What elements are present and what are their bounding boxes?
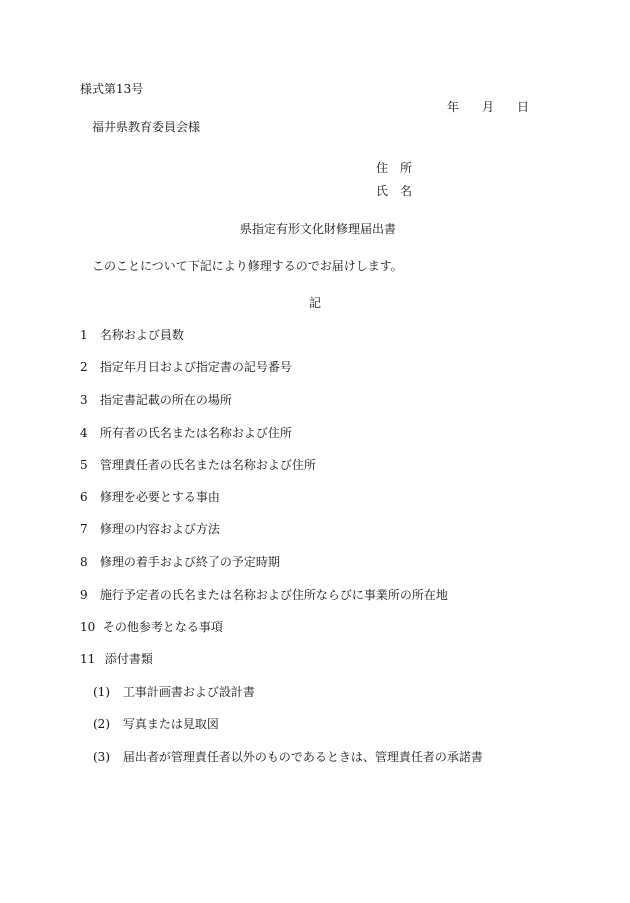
item-number: 8	[80, 555, 88, 569]
name-label: 氏 名	[376, 184, 413, 198]
item-text: 管理責任者の氏名または名称および住所	[99, 458, 316, 472]
attachment-text: 写真または見取図	[122, 717, 219, 731]
item-text: 修理の内容および方法	[99, 522, 220, 536]
intro-text: このことについて下記により修理するのでお届けします。	[92, 259, 403, 273]
attachment-text: 工事計画書および設計書	[122, 685, 255, 699]
list-item	[80, 522, 220, 536]
attachment-text: 届出者が管理責任者以外のものであるときは、管理責任者の承諾書	[122, 750, 483, 764]
item-number: 1	[80, 328, 88, 342]
date-year-label: 年	[447, 100, 460, 114]
list-item	[80, 360, 292, 374]
date-day-label: 日	[517, 100, 530, 114]
list-item	[93, 750, 483, 764]
recipient: 福井県教育委員会様	[92, 120, 201, 134]
list-item	[80, 490, 220, 504]
address-label: 住 所	[376, 161, 413, 175]
item-text: 所有者の氏名または名称および住所	[99, 426, 292, 440]
item-text: 添付書類	[104, 652, 153, 666]
item-text: 指定年月日および指定書の記号番号	[99, 360, 292, 374]
item-text: 施行予定者の氏名または名称および住所ならびに事業所の所在地	[99, 588, 448, 602]
list-item	[80, 426, 292, 440]
date-month-label: 月	[482, 100, 495, 114]
list-item	[93, 717, 219, 731]
list-item	[80, 588, 448, 602]
item-number: 11	[80, 652, 96, 666]
item-number: 9	[80, 588, 88, 602]
item-number: 5	[80, 458, 88, 472]
item-number: 3	[80, 393, 88, 407]
attachment-number: (3)	[93, 750, 110, 764]
item-text: その他参考となる事項	[102, 620, 223, 634]
ki-heading: 記	[309, 296, 322, 310]
list-item	[80, 458, 316, 472]
list-item	[80, 620, 223, 634]
item-number: 2	[80, 360, 88, 374]
attachment-number: (1)	[93, 685, 110, 699]
item-text: 修理の着手および終了の予定時期	[99, 555, 280, 569]
document-title: 県指定有形文化財修理届出書	[240, 222, 397, 236]
item-number: 6	[80, 490, 88, 504]
list-item	[93, 685, 255, 699]
list-item	[80, 652, 153, 666]
item-text: 指定書記載の所在の場所	[99, 393, 232, 407]
form-number: 様式第13号	[80, 82, 144, 96]
item-number: 7	[80, 522, 88, 536]
list-item	[80, 555, 280, 569]
item-text: 修理を必要とする事由	[99, 490, 220, 504]
item-text: 名称および員数	[99, 328, 184, 342]
item-number: 10	[80, 620, 96, 634]
attachment-number: (2)	[93, 717, 110, 731]
list-item	[80, 393, 232, 407]
list-item	[80, 328, 184, 342]
item-number: 4	[80, 426, 88, 440]
